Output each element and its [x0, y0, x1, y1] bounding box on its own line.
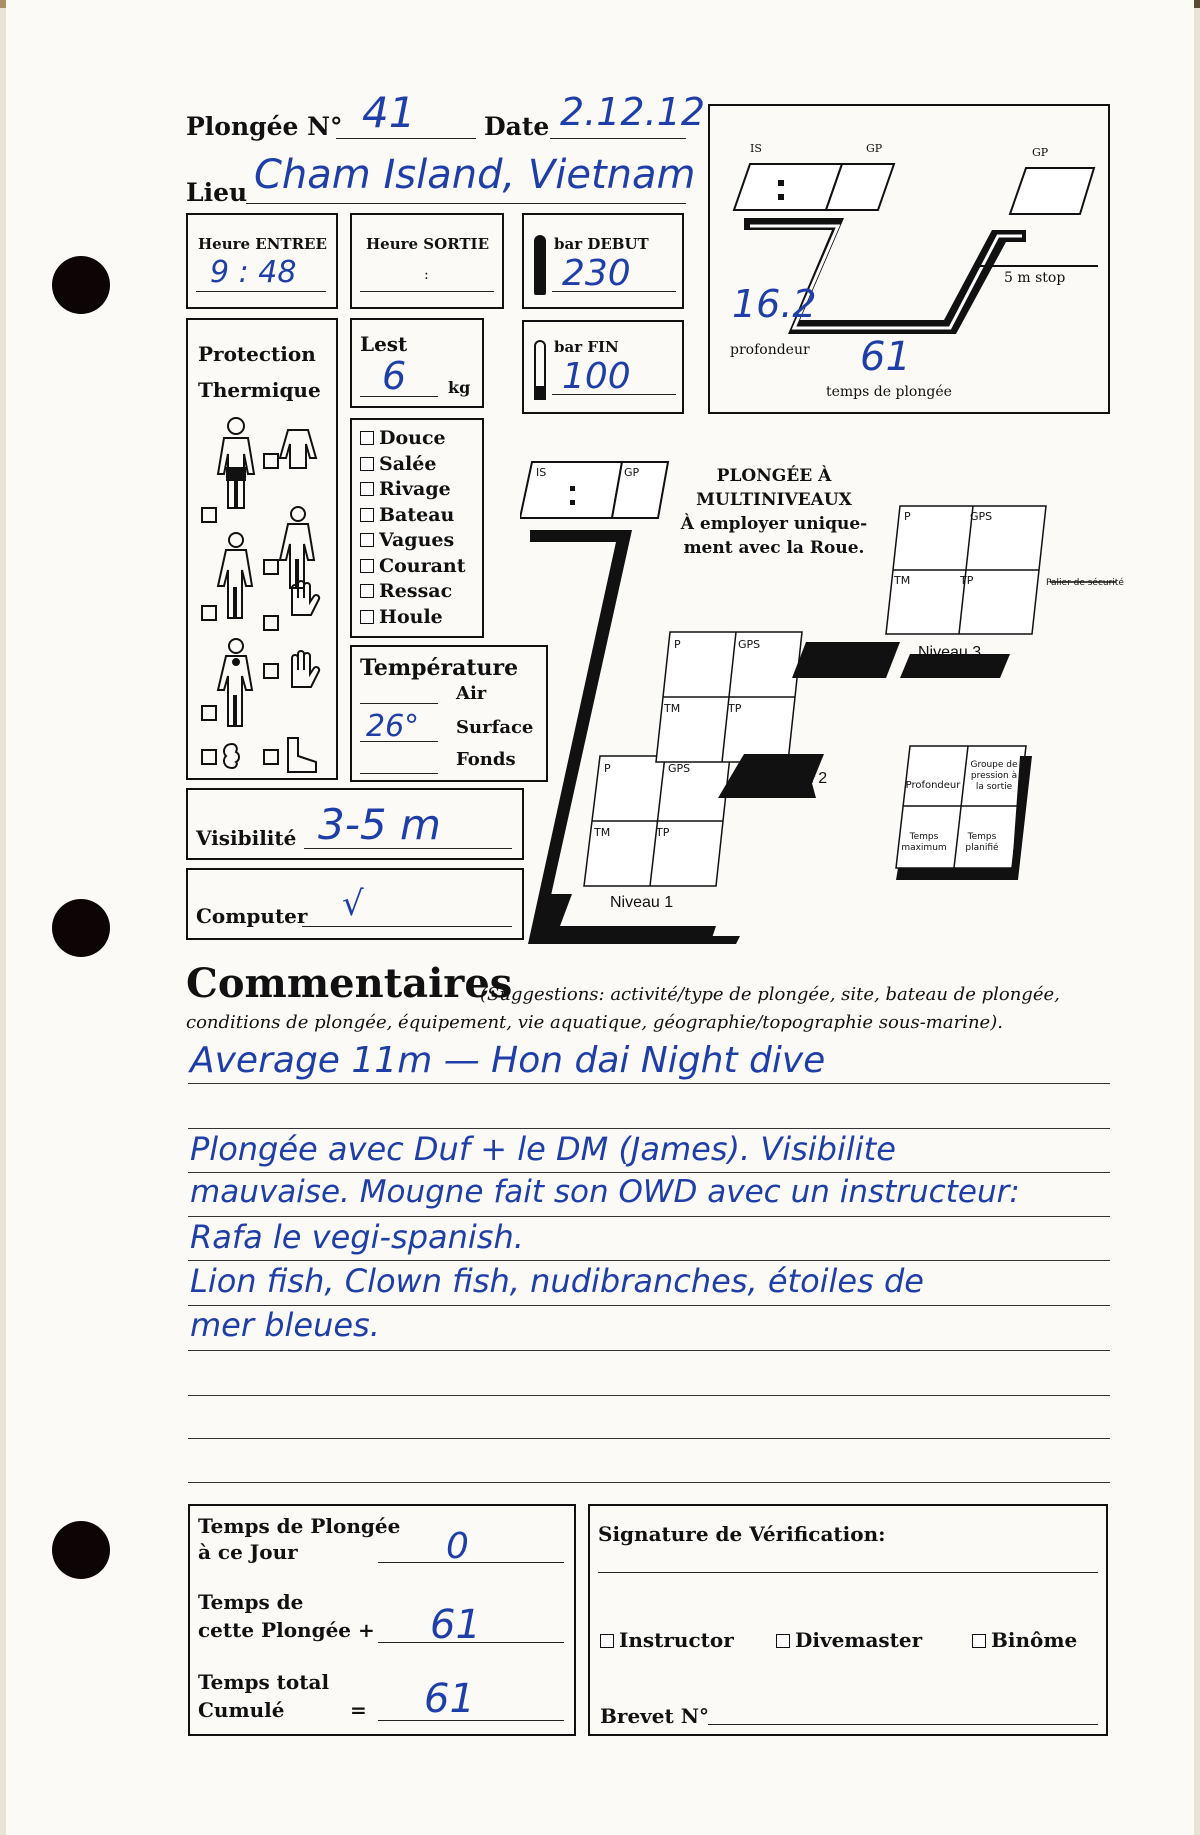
- drysuit-icon: [218, 639, 252, 726]
- dive-number-value[interactable]: 41: [362, 88, 416, 137]
- cumulative-label-1: Temps total: [198, 1670, 330, 1694]
- exit-time-box: [350, 213, 504, 309]
- safety-stop-label: 5 m stop: [1004, 270, 1066, 286]
- glove-icon: [292, 581, 319, 615]
- profile-is-label: IS: [750, 142, 762, 155]
- legend-group-label: Groupe de pression à la sortie: [970, 760, 1018, 792]
- checkbox[interactable]: [360, 457, 374, 471]
- entry-time-label: Heure ENTREE: [198, 235, 327, 253]
- full-tank-icon: [534, 235, 546, 295]
- to-date-line: [378, 1562, 564, 1563]
- shorty-checkbox: [264, 454, 278, 468]
- weight-box: [350, 318, 484, 408]
- cumulative-value[interactable]: 61: [424, 1676, 475, 1722]
- bar-start-line: [552, 291, 676, 292]
- boot-icon: [288, 738, 316, 772]
- thermal-protection-box: [186, 318, 338, 780]
- dive-number-label: Plongée N°: [186, 112, 343, 141]
- signature-line[interactable]: [598, 1572, 1098, 1573]
- comment-text-4[interactable]: Rafa le vegi-spanish.: [190, 1218, 524, 1256]
- water-type-ressac[interactable]: Ressac: [360, 579, 482, 605]
- water-type-rivage[interactable]: Rivage: [360, 477, 482, 503]
- bottom-line: [360, 773, 438, 774]
- level3-tp-label: TP: [960, 574, 974, 587]
- level1-label: Niveau 1: [610, 894, 674, 911]
- bottom-label: Fonds: [456, 749, 516, 770]
- bar-end-line: [552, 394, 676, 395]
- boots-checkbox: [264, 750, 278, 764]
- water-type-douce[interactable]: Douce: [360, 426, 482, 452]
- binder-hole-top: [52, 256, 110, 314]
- profile-gp-end-label: GP: [1032, 146, 1049, 159]
- comment-text-5[interactable]: Lion fish, Clown fish, nudibranches, étoiles de: [190, 1262, 924, 1300]
- entry-time-value[interactable]: 9 : 48: [210, 255, 297, 290]
- cumulative-label-2: Cumulé: [198, 1698, 285, 1722]
- surface-label: Surface: [456, 717, 534, 738]
- comment-line-10: [188, 1482, 1110, 1483]
- comment-line-1: [188, 1083, 1110, 1084]
- comment-line-3: [188, 1172, 1110, 1173]
- level3-tm-label: TM: [894, 574, 911, 587]
- water-type-houle[interactable]: Houle: [360, 605, 482, 631]
- water-type-salee[interactable]: Salée: [360, 452, 482, 478]
- comment-line-2: [188, 1128, 1110, 1129]
- checkbox[interactable]: [360, 610, 374, 624]
- comments-suggestion-2: conditions de plongée, équipement, vie aquatique, géographie/topographie sous-marine).: [186, 1012, 1003, 1033]
- visibility-label: Visibilité: [196, 826, 297, 850]
- wetsuit-checkbox: [264, 560, 278, 574]
- ml-gp-label: GP: [624, 466, 640, 479]
- fullsuit-checkbox: [202, 508, 216, 522]
- computer-label: Computer: [196, 904, 308, 928]
- dive-time-label: temps de plongée: [826, 384, 952, 400]
- exit-time-line: [360, 291, 494, 292]
- signature-box: [588, 1504, 1108, 1736]
- water-type-courant[interactable]: Courant: [360, 554, 482, 580]
- level1-tm-label: TM: [594, 826, 611, 839]
- computer-box: [186, 868, 524, 940]
- binder-hole-bottom: [52, 1521, 110, 1579]
- legend-depth-label: Profondeur: [905, 780, 961, 791]
- bar-start-label: bar DEBUT: [554, 235, 649, 253]
- cert-number-label: Brevet N°: [600, 1704, 709, 1728]
- surface-line: [360, 741, 438, 742]
- comment-line-8: [188, 1395, 1110, 1396]
- dive-time-totals-box: [188, 1504, 576, 1736]
- checkbox[interactable]: [776, 1634, 790, 1648]
- weight-unit: kg: [448, 378, 471, 397]
- to-date-label-1: Temps de Plongée: [198, 1514, 401, 1538]
- glove-checkbox: [264, 616, 278, 630]
- visibility-box: [186, 788, 524, 860]
- air-label: Air: [456, 683, 487, 704]
- weight-label: Lest: [360, 332, 408, 356]
- dive-time-value[interactable]: 61: [860, 334, 911, 380]
- to-date-value[interactable]: 0: [446, 1526, 469, 1567]
- protection-title-1: Protection: [198, 342, 316, 366]
- comment-line-5: [188, 1260, 1110, 1261]
- this-dive-label-1: Temps de: [198, 1590, 304, 1614]
- location-value[interactable]: Cham Island, Vietnam: [254, 152, 696, 198]
- comments-title: Commentaires: [186, 960, 513, 1007]
- shorty-suit-icon: [218, 418, 254, 508]
- long-suit-icon: [280, 507, 314, 588]
- checkbox[interactable]: [360, 533, 374, 547]
- max-depth-value[interactable]: 16.2: [732, 282, 817, 326]
- drysuit-full-checkbox: [202, 706, 216, 720]
- weight-line: [360, 396, 438, 397]
- checkbox[interactable]: [360, 584, 374, 598]
- is-box: [734, 164, 842, 210]
- buddy-option[interactable]: Binôme: [972, 1628, 1077, 1652]
- comment-line-7: [188, 1350, 1110, 1351]
- level3-label: Niveau 3: [918, 644, 982, 661]
- multilevel-title-3: À employer unique-: [680, 514, 868, 534]
- bar-end-value[interactable]: 100: [562, 356, 631, 397]
- level2-gps-label: GPS: [738, 638, 761, 651]
- cumulative-equals: =: [350, 1698, 367, 1722]
- legend-max-time-label: Temps maximum: [901, 832, 947, 853]
- comment-line-9: [188, 1438, 1110, 1439]
- legend-planned-time-label: Temps planifié: [965, 832, 999, 853]
- level2-p-label: P: [674, 638, 681, 651]
- dive-profile-box: [708, 104, 1110, 414]
- checkbox[interactable]: [360, 431, 374, 445]
- multilevel-title-1: PLONGÉE À: [716, 466, 832, 486]
- level1-gps-label: GPS: [668, 762, 691, 775]
- location-line: [246, 203, 686, 204]
- level3-connector: [792, 642, 900, 678]
- surface-temp-value[interactable]: 26°: [366, 709, 420, 744]
- comment-text-3[interactable]: mauvaise. Mougne fait son OWD avec un instructeur:: [190, 1174, 1020, 1210]
- checkbox[interactable]: [972, 1634, 986, 1648]
- comments-suggestion-1: (Suggestions: activité/type de plongée, site, bateau de plongée,: [480, 984, 1060, 1005]
- safety-stop-ml-label: Palier de sécurité: [1046, 578, 1124, 588]
- temperature-title: Température: [360, 655, 519, 681]
- this-dive-value[interactable]: 61: [430, 1602, 481, 1648]
- multilevel-title-2: MULTINIVEAUX: [696, 490, 852, 510]
- drysuit-checkbox: [202, 606, 216, 620]
- bar-start-box: [522, 213, 684, 309]
- this-dive-label-2: cette Plongée +: [198, 1618, 375, 1642]
- level1-p-label: P: [604, 762, 611, 775]
- profile-gp-label: GP: [866, 142, 883, 155]
- date-value[interactable]: 2.12.12: [560, 90, 706, 134]
- checkbox[interactable]: [360, 482, 374, 496]
- comment-text-2[interactable]: Plongée avec Duf + le DM (James). Visibilite: [190, 1130, 896, 1168]
- wetsuit-icon: [218, 533, 252, 618]
- depth-label: profondeur: [730, 342, 810, 358]
- instructor-option[interactable]: Instructor: [600, 1628, 734, 1652]
- comment-text-6[interactable]: mer bleues.: [190, 1306, 380, 1344]
- checkbox[interactable]: [360, 508, 374, 522]
- entry-time-box: [186, 213, 338, 309]
- exit-time-label: Heure SORTIE: [366, 235, 490, 253]
- exit-time-value[interactable]: :: [424, 267, 429, 283]
- checkbox[interactable]: [360, 559, 374, 573]
- water-type-box: [350, 418, 484, 638]
- level2-tm-label: TM: [664, 702, 681, 715]
- cert-number-line[interactable]: [708, 1724, 1098, 1725]
- level3-gps-label: GPS: [970, 510, 993, 523]
- mitten-checkbox: [264, 664, 278, 678]
- checkbox[interactable]: [600, 1634, 614, 1648]
- tank-level-icon: [534, 386, 546, 400]
- divemaster-option[interactable]: Divemaster: [776, 1628, 922, 1652]
- level2-label: Niveau 2: [764, 770, 828, 787]
- level3-p-label: P: [904, 510, 911, 523]
- bar-end-label: bar FIN: [554, 338, 619, 356]
- location-label: Lieu: [186, 178, 248, 207]
- date-label: Date: [484, 112, 550, 141]
- multilevel-title-4: ment avec la Roue.: [683, 538, 865, 558]
- bar-start-value[interactable]: 230: [562, 253, 631, 294]
- level1-tp-label: TP: [656, 826, 670, 839]
- visibility-value[interactable]: 3-5 m: [318, 800, 441, 849]
- date-line: [550, 138, 686, 139]
- water-type-vagues[interactable]: Vagues: [360, 528, 482, 554]
- top-suit-icon: [280, 430, 316, 468]
- dive-number-line: [336, 138, 476, 139]
- protection-title-2: Thermique: [198, 378, 321, 402]
- computer-value[interactable]: √: [342, 884, 364, 924]
- protection-icons: [192, 416, 336, 776]
- air-line: [360, 703, 438, 704]
- mitten-icon: [292, 651, 319, 687]
- comment-text-1[interactable]: Average 11m — Hon dai Night dive: [190, 1040, 826, 1081]
- signature-title: Signature de Vérification:: [598, 1522, 886, 1546]
- level2-tp-label: TP: [728, 702, 742, 715]
- comment-line-4: [188, 1216, 1110, 1217]
- hood-checkbox: [202, 750, 216, 764]
- gp-end-box: [1010, 168, 1094, 214]
- temperature-box: [350, 645, 548, 782]
- hood-icon: [224, 744, 239, 768]
- binder-hole-middle: [52, 899, 110, 957]
- computer-line: [302, 926, 512, 927]
- ml-is-label: IS: [536, 466, 547, 479]
- water-type-bateau[interactable]: Bateau: [360, 503, 482, 529]
- weight-value[interactable]: 6: [382, 354, 407, 398]
- entry-time-line: [196, 291, 326, 292]
- to-date-label-2: à ce Jour: [198, 1540, 298, 1564]
- bar-end-box: [522, 320, 684, 414]
